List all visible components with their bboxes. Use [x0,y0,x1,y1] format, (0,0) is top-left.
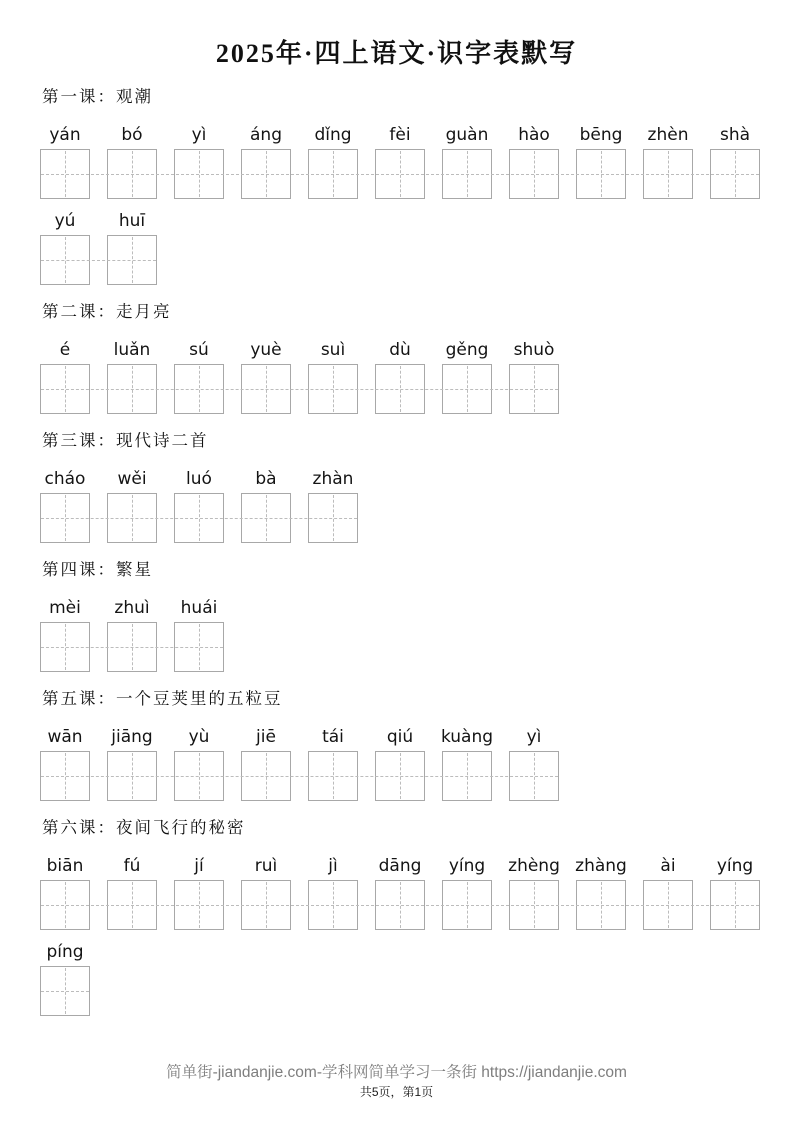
lesson-section [40,302,793,414]
pinyin-label: mèi [49,598,81,618]
writing-grid-box [174,622,224,672]
char-cell [40,467,90,543]
pinyin-label: zhuì [114,598,150,618]
pinyin-label: guàn [445,125,489,145]
writing-grid-box [40,751,90,801]
pinyin-label: luó [186,469,212,489]
char-cell [107,209,157,285]
char-cell [710,123,760,199]
grid-row [40,467,358,543]
footer-site-link: 简单街-jiandanjie.com-学科网简单学习一条街 https://jiandanjie.com [166,1064,627,1081]
char-cell [174,596,224,672]
writing-grid-box [40,966,90,1016]
char-cell [107,596,157,672]
page-footer [0,1063,793,1100]
char-cell [107,338,157,414]
writing-grid-box [308,493,358,543]
pinyin-label: áng [250,125,282,145]
pinyin-label: hào [518,125,550,145]
pinyin-label: huái [180,598,218,618]
char-cell [442,338,492,414]
pinyin-label: sú [189,340,209,360]
grid-row [40,854,760,930]
lesson-section [40,87,793,285]
pinyin-label: tái [322,727,344,747]
writing-grid-box [308,364,358,414]
pinyin-label: huī [118,211,146,231]
pinyin-label: wěi [117,469,147,489]
writing-grid-box [241,364,291,414]
char-cell [375,854,425,930]
pinyin-label: ài [660,856,676,876]
writing-grid-box [174,751,224,801]
pinyin-label: dù [389,340,411,360]
writing-grid-box [174,149,224,199]
pinyin-label: ruì [254,856,278,876]
writing-grid-box [174,493,224,543]
writing-grid-box [107,149,157,199]
pinyin-label: jì [328,856,338,876]
char-cell [40,725,90,801]
char-cell [241,854,291,930]
char-cell [375,338,425,414]
lesson-section [40,689,793,801]
char-cell [174,467,224,543]
char-cell [174,854,224,930]
grid-row [40,596,224,672]
writing-grid-box [442,880,492,930]
char-cell [107,854,157,930]
writing-grid-box [107,880,157,930]
writing-grid-box [107,622,157,672]
writing-grid-box [241,751,291,801]
writing-grid-box [107,751,157,801]
char-cell [442,123,492,199]
grid-row [40,338,559,414]
lesson-heading: 第六课：夜间飞行的秘密 [42,818,246,837]
writing-grid-box [308,880,358,930]
footer-page-indicator: 共5页，第1页 [359,1085,434,1099]
writing-grid-box [375,751,425,801]
pinyin-label: yán [49,125,81,145]
lesson-heading: 第一课：观潮 [42,87,153,106]
writing-grid-box [509,880,559,930]
lesson-heading: 第四课：繁星 [42,560,153,579]
lesson-heading: 第五课：一个豆荚里的五粒豆 [42,689,283,708]
pinyin-label: biān [46,856,84,876]
char-cell [509,725,559,801]
pinyin-label: fèi [389,125,411,145]
writing-grid-box [241,493,291,543]
writing-grid-box [308,751,358,801]
writing-grid-box [40,880,90,930]
writing-grid-box [375,364,425,414]
writing-grid-box [442,364,492,414]
char-cell [375,725,425,801]
writing-grid-box [107,235,157,285]
lessons-container [0,87,793,1016]
writing-grid-box [710,880,760,930]
pinyin-label: zhàn [312,469,354,489]
pinyin-label: dǐng [314,125,352,145]
writing-grid-box [40,364,90,414]
pinyin-label: bó [121,125,143,145]
pinyin-label: zhèng [508,856,560,876]
lesson-section [40,818,793,1016]
pinyin-label: jí [194,856,204,876]
char-cell [643,123,693,199]
char-cell [442,725,492,801]
pinyin-label: yì [191,125,207,145]
pinyin-label: yú [54,211,76,231]
char-cell [509,123,559,199]
writing-grid-box [308,149,358,199]
grid-row [40,725,559,801]
char-cell [308,725,358,801]
writing-grid-box [107,493,157,543]
char-cell [241,725,291,801]
char-cell [509,854,559,930]
char-cell [174,725,224,801]
pinyin-label: luǎn [113,340,151,360]
pinyin-label: jiē [256,727,276,747]
char-cell [40,940,90,1016]
writing-grid-box [643,149,693,199]
pinyin-label: é [59,340,71,360]
char-cell [40,854,90,930]
char-cell [40,596,90,672]
writing-grid-box [576,149,626,199]
pinyin-label: wān [47,727,83,747]
char-cell [241,338,291,414]
pinyin-label: dāng [378,856,422,876]
char-cell [308,123,358,199]
char-cell [40,209,90,285]
char-cell [174,338,224,414]
writing-grid-box [442,751,492,801]
char-cell [643,854,693,930]
char-cell [576,854,626,930]
pinyin-label: kuàng [440,727,494,747]
grid-row [40,123,760,199]
pinyin-label: cháo [44,469,86,489]
writing-grid-box [643,880,693,930]
grid-row [40,209,157,285]
pinyin-label: jiāng [111,727,153,747]
pinyin-label: bēng [579,125,623,145]
pinyin-label: qiú [386,727,414,747]
pinyin-label: zhèn [647,125,689,145]
pinyin-label: zhàng [575,856,627,876]
writing-grid-box [509,364,559,414]
pinyin-label: suì [320,340,346,360]
char-cell [576,123,626,199]
writing-grid-box [40,149,90,199]
char-cell [308,467,358,543]
char-cell [40,123,90,199]
writing-grid-box [107,364,157,414]
pinyin-label: shà [719,125,751,145]
pinyin-label: shuò [513,340,555,360]
char-cell [40,338,90,414]
writing-grid-box [40,235,90,285]
pinyin-label: yì [526,727,542,747]
writing-grid-box [509,149,559,199]
char-cell [442,854,492,930]
pinyin-label: yù [188,727,210,747]
pinyin-label: yuè [250,340,282,360]
writing-grid-box [576,880,626,930]
char-cell [241,467,291,543]
pinyin-label: gěng [445,340,489,360]
writing-grid-box [40,622,90,672]
writing-grid-box [174,364,224,414]
char-cell [107,725,157,801]
page-title: 2025年·四上语文·识字表默写 [215,39,578,68]
writing-grid-box [40,493,90,543]
writing-grid-box [442,149,492,199]
pinyin-label: píng [46,942,84,962]
lesson-heading: 第二课：走月亮 [42,302,172,321]
char-cell [375,123,425,199]
char-cell [174,123,224,199]
char-cell [710,854,760,930]
pinyin-label: fú [123,856,141,876]
char-cell [107,467,157,543]
pinyin-label: yíng [716,856,754,876]
writing-grid-box [509,751,559,801]
writing-grid-box [710,149,760,199]
char-cell [308,854,358,930]
char-cell [509,338,559,414]
pinyin-label: yíng [448,856,486,876]
writing-grid-box [375,880,425,930]
pinyin-label: bà [255,469,277,489]
lesson-section [40,560,793,672]
lesson-heading: 第三课：现代诗二首 [42,431,209,450]
grid-row [40,940,90,1016]
char-cell [308,338,358,414]
writing-grid-box [241,149,291,199]
lesson-section [40,431,793,543]
char-cell [241,123,291,199]
writing-grid-box [174,880,224,930]
writing-grid-box [375,149,425,199]
char-cell [107,123,157,199]
writing-grid-box [241,880,291,930]
